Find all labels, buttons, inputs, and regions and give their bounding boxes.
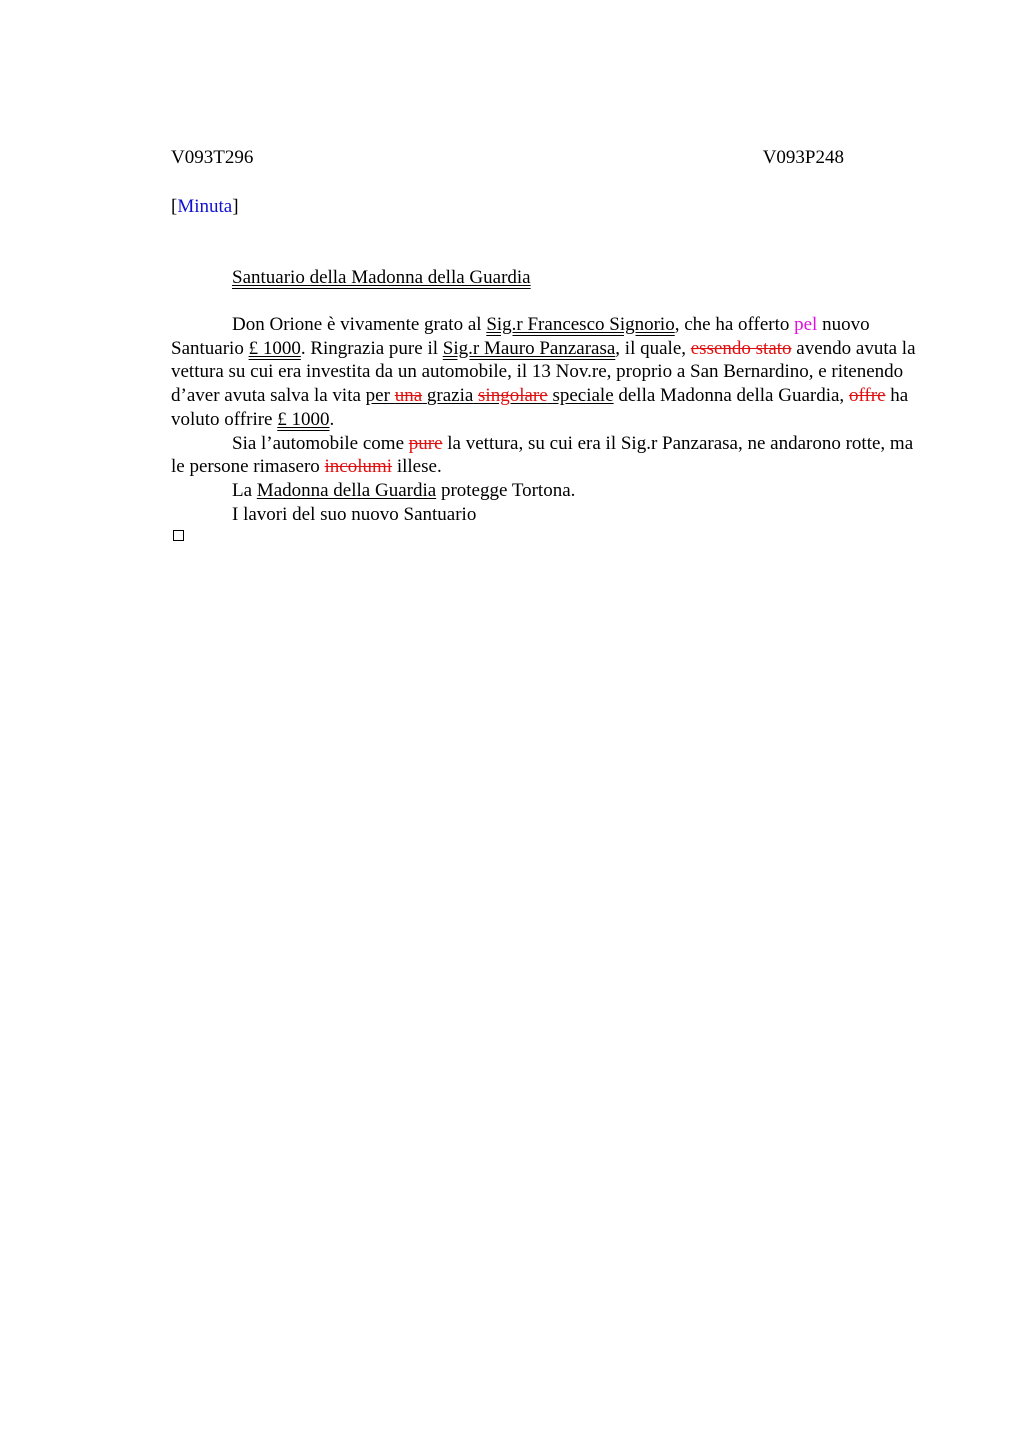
text: per (365, 385, 390, 407)
underlined-amount: £ 1000 (277, 408, 330, 430)
text: speciale (552, 385, 614, 407)
text: ha voluto offrire (171, 385, 909, 430)
text: della Madonna della Guardia, (613, 385, 849, 407)
underlined-phrase (366, 385, 614, 406)
text: , che ha offerto (674, 314, 795, 335)
text: I lavori del suo nuovo Santuario (232, 503, 477, 525)
deleted-text: pure (408, 432, 443, 454)
text: . Ringrazia pure il (300, 337, 443, 359)
checkbox-square-icon (173, 530, 184, 541)
underlined-name: Sig.r Mauro Panzarasa (442, 337, 616, 359)
text: protegge Tortona. (436, 479, 576, 501)
paragraph-4 (171, 503, 931, 527)
text: la vettura, su cui era il Sig.r Panzarasa, ne andarono rotte, ma le persone rimasero (171, 432, 914, 478)
document-header (171, 146, 844, 170)
deleted-text: offre (848, 385, 886, 407)
document-code-left: V093T296 (171, 147, 254, 168)
bracket-close: ] (232, 196, 239, 217)
text: . (329, 408, 335, 430)
document-title: Santuario della Madonna della Guardia (232, 267, 531, 288)
paragraph-1 (171, 313, 931, 432)
text: Sia l’automobile come (232, 432, 409, 454)
underlined-place: Madonna della Guardia (256, 479, 437, 501)
text: , il quale, (615, 337, 691, 359)
bracket-open: [ (171, 196, 178, 217)
deleted-text: una (394, 385, 423, 407)
text: nuovo Santuario (171, 314, 870, 359)
deleted-text: singolare (478, 385, 548, 407)
minuta-word: Minuta (177, 196, 233, 217)
paragraph-2 (171, 432, 931, 479)
minuta-label (171, 195, 239, 219)
underlined-name: Sig.r Francesco Signorio (486, 314, 675, 335)
document-code-right: V093P248 (762, 147, 844, 168)
text: grazia (426, 385, 474, 407)
underlined-amount: £ 1000 (248, 337, 301, 359)
inserted-word: pel (794, 314, 818, 335)
text: Don Orione è vivamente grato al (232, 314, 487, 335)
document-body (171, 313, 931, 526)
deleted-text: incolumi (324, 456, 393, 478)
text: illese. (392, 456, 442, 478)
paragraph-3 (171, 479, 931, 503)
deleted-text: essendo stato (690, 337, 792, 359)
text: La (232, 479, 257, 501)
text: avendo avuta la vettura su cui era investita da un automobile, il 13 Nov.re, proprio a San Bernardino, e ritenendo d’aver avuta salva la vita (171, 337, 916, 407)
